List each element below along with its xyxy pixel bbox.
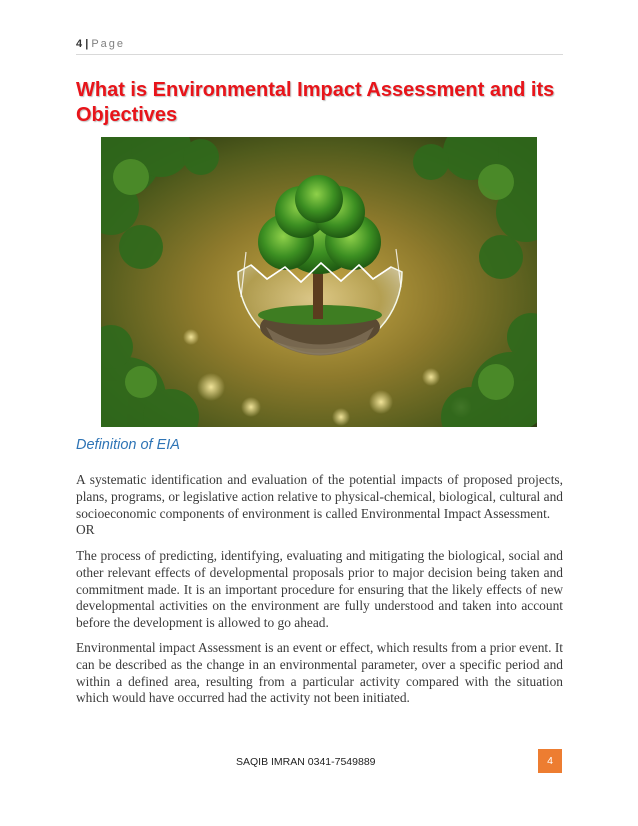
header-separator: | (85, 38, 89, 50)
section-heading: Definition of EIA (76, 437, 180, 453)
footer-page-number: 4 (538, 749, 562, 773)
header-page-word: Page (91, 38, 126, 50)
process-paragraph: The process of predicting, identifying, evaluating and mitigating the biological, social and other relevant effects of developmental proposals prior to major decision being taken and commitment made. It is an important procedure for ensuring that the likely effects of new developmental activities on the environment are fully understood and taken into account before the development is allowed to go ahead. (76, 548, 563, 631)
header-page-number: 4 (76, 38, 83, 50)
page-title: What is Environmental Impact Assessment and its Objectives (76, 79, 555, 126)
definition-text: A systematic identification and evaluation of the potential impacts of proposed projects, plans, programs, or legislative action relative to physical-chemical, biological, cultural and socioeconomic components of environment is called Environmental Impact Assessment. (76, 472, 563, 521)
page-header (76, 38, 563, 55)
footer-author: SAQIB IMRAN 0341-7549889 (236, 756, 376, 768)
definition-paragraph (76, 472, 563, 539)
environment-photo (101, 137, 537, 427)
or-separator: OR (76, 522, 95, 538)
impact-paragraph: Environmental impact Assessment is an event or effect, which results from a prior event. It can be described as the change in an environmental parameter, over a specific period and within a defined area, resulting from a particular activity compared with the situation which would have occurred had the activity not been initiated. (76, 640, 563, 706)
